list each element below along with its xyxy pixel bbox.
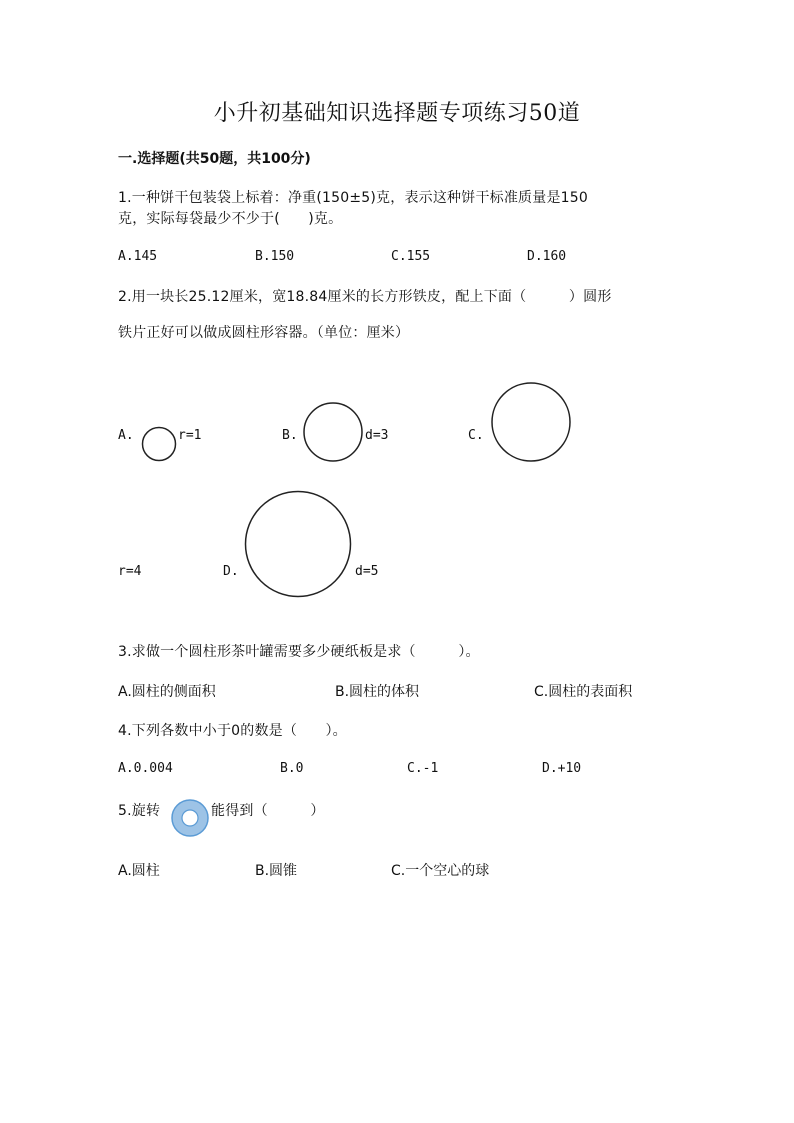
question-4-option-c[interactable]: C.-1 (407, 761, 439, 776)
question-4-line-1: 4.下列各数中小于0的数是（ ）。 (118, 723, 347, 739)
question-1-line-2: 克，实际每袋最少不少于( )克。 (118, 211, 343, 227)
circle-label-d: d=5 (355, 564, 379, 579)
question-5-option-b[interactable]: B.圆锥 (255, 863, 298, 879)
circle-option-b (304, 403, 362, 461)
question-5-option-a[interactable]: A.圆柱 (118, 863, 160, 879)
question-5-line-2: 能得到（ ） (211, 803, 325, 819)
page-title: 小升初基础知识选择题专项练习50道 (213, 101, 581, 126)
question-1-line-1: 1.一种饼干包装袋上标着：净重(150±5)克，表示这种饼干标准质量是150 (118, 190, 588, 206)
question-4-option-b[interactable]: B.0 (280, 761, 304, 776)
question-5-option-c[interactable]: C.一个空心的球 (391, 863, 490, 879)
circle-option-d (246, 492, 351, 597)
question-2-line-2: 铁片正好可以做成圆柱形容器。（单位：厘米） (118, 325, 410, 341)
question-3-option-b[interactable]: B.圆柱的体积 (335, 684, 420, 700)
question-1-option-c[interactable]: C.155 (391, 249, 431, 264)
section-heading: 一.选择题(共50题，共100分) (118, 151, 311, 167)
question-3-option-a[interactable]: A.圆柱的侧面积 (118, 684, 216, 700)
question-3-line-1: 3.求做一个圆柱形茶叶罐需要多少硬纸板是求（ ）。 (118, 644, 480, 660)
question-3-option-c[interactable]: C.圆柱的表面积 (534, 684, 633, 700)
circle-label-c: r=4 (118, 564, 142, 579)
circle-option-a (143, 428, 176, 461)
question-4-option-d[interactable]: D.+10 (542, 761, 582, 776)
question-1-option-b[interactable]: B.150 (255, 249, 295, 264)
question-4-option-a[interactable]: A.0.004 (118, 761, 173, 776)
question-1-option-d[interactable]: D.160 (527, 249, 567, 264)
question-2-option-c[interactable]: C. (468, 428, 484, 443)
question-2-option-b[interactable]: B. (282, 428, 298, 443)
question-2-line-1: 2.用一块长25.12厘米，宽18.84厘米的长方形铁皮，配上下面（ ）圆形 (118, 289, 612, 305)
question-5-line-1: 5.旋转 (118, 803, 161, 819)
question-1-option-a[interactable]: A.145 (118, 249, 158, 264)
circle-label-b: d=3 (365, 428, 389, 443)
question-2-option-d[interactable]: D. (223, 564, 239, 579)
ring-figure (172, 800, 208, 836)
question-2-option-a[interactable]: A. (118, 428, 134, 443)
circle-label-a: r=1 (178, 428, 202, 443)
circle-option-c (492, 383, 570, 461)
